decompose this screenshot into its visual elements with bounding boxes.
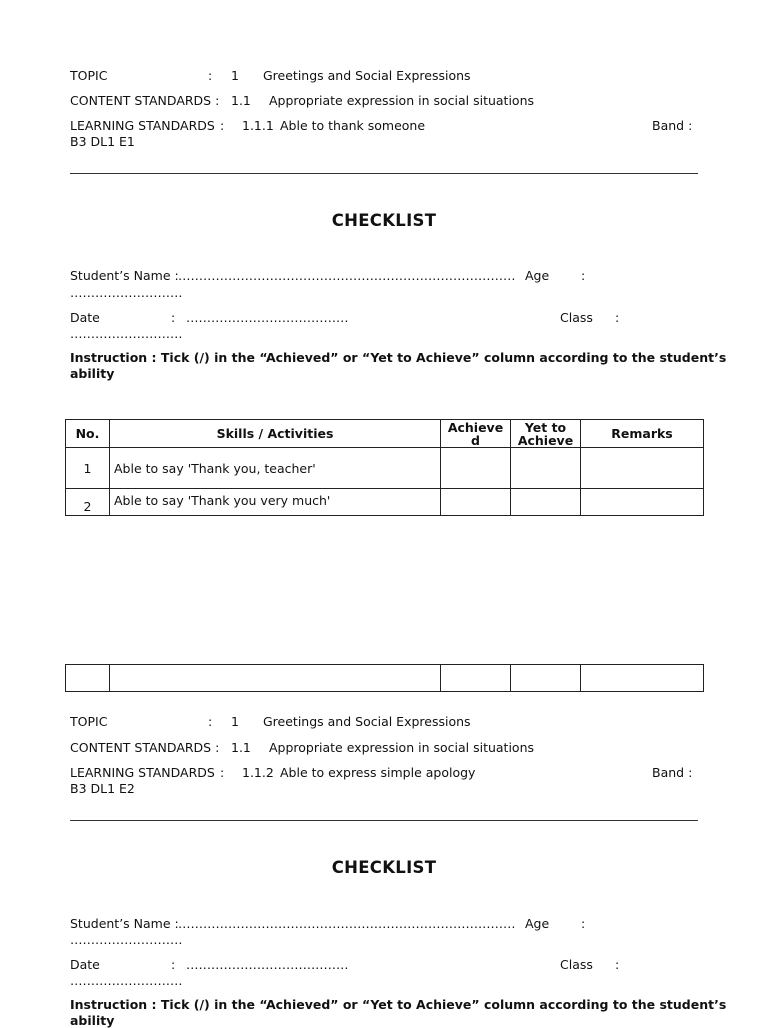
age-field[interactable]: ……………………… xyxy=(70,932,183,947)
date-label: Date xyxy=(70,310,100,325)
age-colon: : xyxy=(581,268,586,283)
divider-line xyxy=(70,820,698,821)
content-standards-text: Appropriate expression in social situations xyxy=(269,93,535,108)
class-label: Class xyxy=(560,310,593,325)
topic-number: 1 xyxy=(231,68,239,83)
date-colon: : xyxy=(171,957,176,972)
topic-label: TOPIC xyxy=(70,714,108,729)
checklist-table xyxy=(65,419,704,516)
learning-standards-text: Able to express simple apology xyxy=(280,765,476,780)
class-colon: : xyxy=(615,957,620,972)
col-header-remarks: Remarks xyxy=(581,420,704,448)
row-number: 2 xyxy=(66,489,110,516)
remarks-cell[interactable] xyxy=(581,489,704,516)
topic-number: 1 xyxy=(231,714,239,729)
col-header-skills: Skills / Activities xyxy=(110,420,441,448)
col-header-no: No. xyxy=(66,420,110,448)
row-skill: Able to say 'Thank you, teacher' xyxy=(110,448,441,489)
checklist-table-continuation xyxy=(65,664,704,692)
age-label: Age xyxy=(525,916,550,931)
student-name-field[interactable]: ……………………………………………………………………… xyxy=(178,916,516,931)
date-field[interactable]: ………………………………… xyxy=(186,957,349,972)
remarks-cell[interactable] xyxy=(581,448,704,489)
learning-standards-colon: : xyxy=(220,118,225,133)
learning-standards-text: Able to thank someone xyxy=(280,118,426,133)
learning-standards-label: LEARNING STANDARDS xyxy=(70,118,215,133)
col-header-yet-to-achieve xyxy=(511,420,581,448)
row-skill-empty xyxy=(110,665,441,692)
col-header-achieved-line-2: d xyxy=(471,432,480,448)
col-header-yet-line-2: Achieve xyxy=(517,432,574,448)
band-label: Band : xyxy=(652,765,693,780)
topic-colon: : xyxy=(208,714,213,729)
age-field[interactable]: ……………………… xyxy=(70,285,183,300)
content-standards-number: 1.1 xyxy=(231,93,251,108)
student-name-field[interactable]: ……………………………………………………………………… xyxy=(178,268,516,283)
achieved-cell[interactable] xyxy=(441,489,511,516)
content-standards-number: 1.1 xyxy=(231,740,251,755)
table-row xyxy=(66,489,704,516)
col-header-achieved xyxy=(441,420,511,448)
content-standards-text: Appropriate expression in social situations xyxy=(269,740,535,755)
band-label: Band : xyxy=(652,118,693,133)
learning-standards-number: 1.1.1 xyxy=(242,118,274,133)
checklist-title: CHECKLIST xyxy=(331,858,437,877)
instruction-line-2: ability xyxy=(70,1013,115,1028)
class-label: Class xyxy=(560,957,593,972)
instruction-line-2: ability xyxy=(70,366,115,381)
learning-standards-number: 1.1.2 xyxy=(242,765,274,780)
col-header-yet-line-1: Yet to xyxy=(524,419,567,435)
student-name-label: Student’s Name : xyxy=(70,268,179,283)
table-row xyxy=(66,448,704,489)
divider-line xyxy=(70,173,698,174)
yet-to-achieve-cell[interactable] xyxy=(511,489,581,516)
learning-standards-label: LEARNING STANDARDS xyxy=(70,765,215,780)
content-standards-label: CONTENT STANDARDS : xyxy=(70,740,220,755)
age-colon: : xyxy=(581,916,586,931)
topic-text: Greetings and Social Expressions xyxy=(263,714,471,729)
row-number-empty xyxy=(66,665,110,692)
topic-colon: : xyxy=(208,68,213,83)
table-row xyxy=(66,665,704,692)
yet-to-achieve-cell[interactable] xyxy=(511,448,581,489)
row-skill: Able to say 'Thank you very much' xyxy=(110,489,441,516)
class-colon: : xyxy=(615,310,620,325)
remarks-cell[interactable] xyxy=(581,665,704,692)
class-field[interactable]: ……………………… xyxy=(70,326,183,341)
achieved-cell[interactable] xyxy=(441,448,511,489)
row-number: 1 xyxy=(66,448,110,489)
table-header-row xyxy=(66,420,704,448)
date-colon: : xyxy=(171,310,176,325)
student-name-label: Student’s Name : xyxy=(70,916,179,931)
date-field[interactable]: ………………………………… xyxy=(186,310,349,325)
topic-label: TOPIC xyxy=(70,68,108,83)
instruction-line-1: Instruction : Tick (/) in the “Achieved” or “Yet to Achieve” column according to the student’s xyxy=(70,350,727,365)
instruction-line-1: Instruction : Tick (/) in the “Achieved” or “Yet to Achieve” column according to the student’s xyxy=(70,997,727,1012)
checklist-title: CHECKLIST xyxy=(331,211,437,230)
band-value: B3 DL1 E2 xyxy=(70,781,135,796)
col-header-achieved-line-1: Achieve xyxy=(447,419,504,435)
achieved-cell[interactable] xyxy=(441,665,511,692)
age-label: Age xyxy=(525,268,550,283)
class-field[interactable]: ……………………… xyxy=(70,973,183,988)
yet-to-achieve-cell[interactable] xyxy=(511,665,581,692)
date-label: Date xyxy=(70,957,100,972)
topic-text: Greetings and Social Expressions xyxy=(263,68,471,83)
band-value: B3 DL1 E1 xyxy=(70,134,135,149)
learning-standards-colon: : xyxy=(220,765,225,780)
content-standards-label: CONTENT STANDARDS : xyxy=(70,93,220,108)
